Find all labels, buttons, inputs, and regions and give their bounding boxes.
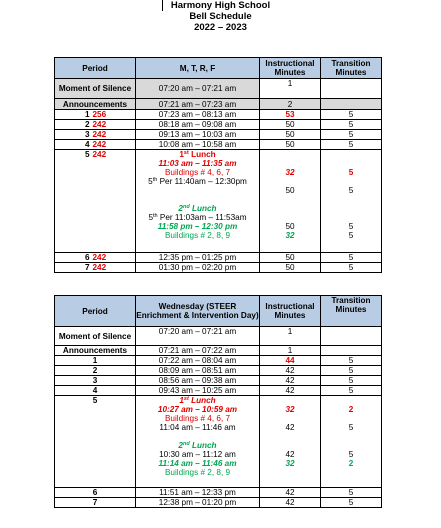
header-instructional: Instructional Minutes <box>260 58 321 79</box>
table-row: 1 07:22 am – 08:04 am 44 5 <box>55 356 382 366</box>
table-row: 1 256 07:23 am – 08:13 am 53 5 <box>55 110 382 120</box>
room-number: 242 <box>92 263 107 272</box>
table-row <box>55 346 382 356</box>
table-row <box>55 99 382 110</box>
schedule-title: Bell Schedule <box>189 11 252 22</box>
announcements-instr: 2 <box>260 99 321 110</box>
announcements-instr: 1 <box>260 346 321 356</box>
room-number: 242 <box>92 253 107 262</box>
table-row <box>55 327 382 346</box>
table-row: 6 242 12:35 pm – 01:25 pm 50 5 <box>55 253 382 263</box>
school-year: 2022 – 2023 <box>194 22 247 33</box>
announcements-label: Announcements <box>55 346 136 356</box>
moment-time: 07:20 am – 07:21 am <box>136 327 260 346</box>
room-number: 242 <box>92 140 107 149</box>
header-days: M, T, R, F <box>136 58 260 79</box>
lunch1-buildings: Buildings # 4, 6, 7 <box>164 168 231 177</box>
room-number: 242 <box>92 120 107 129</box>
table-row: 6 11:51 am – 12:33 pm 42 5 <box>55 488 382 498</box>
moment-label: Moment of Silence <box>55 79 136 99</box>
moment-time: 07:20 am – 07:21 am <box>136 79 260 99</box>
table-row: 2 242 08:18 am – 09:08 am 50 5 <box>55 120 382 130</box>
table-row <box>55 79 382 99</box>
table-row: 4 242 10:08 am – 10:58 am 50 5 <box>55 140 382 150</box>
lunch2-time: 11:58 pm – 12:30 pm <box>157 222 238 231</box>
school-name: Harmony High School <box>170 0 271 11</box>
header-period: Period <box>55 58 136 79</box>
room-number: 256 <box>92 110 107 119</box>
lunch1-time: 11:03 am – 11:35 am <box>158 159 237 168</box>
lunch2-time: 11:14 am – 11:46 am <box>158 459 237 468</box>
table-row: 2 08:09 am – 08:51 am 42 5 <box>55 366 382 376</box>
schedule-table-mtrf <box>54 57 382 273</box>
lunch1-buildings: Buildings # 4, 6, 7 <box>164 414 231 423</box>
header-period: Period <box>55 296 136 327</box>
moment-instr: 1 <box>260 79 321 99</box>
lunch2-buildings: Buildings # 2, 8, 9 <box>164 231 231 240</box>
period-5-lunch-row: 5 242 1st Lunch 11:03 am – 11:35 am Buildings # 4, 6, 7 5th Per 11:40am – 12:30pm 2nd Lunch 5th Per 11:03am – 11:53am 11:58 pm – 12:30 pm Buildings # 2, 8, 9 32 50 50 32 5 5 5 5 <box>55 150 382 253</box>
header-instructional: Instructional Minutes <box>260 296 321 327</box>
table-row: 7 12:38 pm – 01:20 pm 42 5 <box>55 498 382 508</box>
header-transition: Transition Minutes <box>321 296 382 327</box>
schedule-table-wednesday <box>54 295 382 508</box>
table-row: 7 242 01:30 pm – 02:20 pm 50 5 <box>55 263 382 273</box>
table-row: 4 09:43 am – 10:25 am 42 5 <box>55 386 382 396</box>
header-day: Wednesday (STEER Enrichment & Intervention Day) <box>136 296 260 327</box>
announcements-time: 07:21 am – 07:23 am <box>136 99 260 110</box>
header-transition: Transition Minutes <box>321 58 382 79</box>
moment-label: Moment of Silence <box>55 327 136 346</box>
room-number: 242 <box>92 130 107 139</box>
announcements-time: 07:21 am – 07:22 am <box>136 346 260 356</box>
moment-instr: 1 <box>260 327 321 346</box>
period-5-lunch-row: 5 1st Lunch 10:27 am – 10:59 am Buildings # 4, 6, 7 11:04 am – 11:46 am 2nd Lunch 10:30 am – 11:12 am 11:14 am – 11:46 am Buildings # 2, 8, 9 32 42 42 32 2 5 5 2 <box>55 396 382 488</box>
room-number: 242 <box>92 150 107 159</box>
table-row: 3 08:56 am – 09:38 am 42 5 <box>55 376 382 386</box>
lunch1-time: 10:27 am – 10:59 am <box>157 405 238 414</box>
table-row: 3 242 09:13 am – 10:03 am 50 5 <box>55 130 382 140</box>
text-cursor <box>162 0 163 11</box>
announcements-label: Announcements <box>55 99 136 110</box>
lunch2-buildings: Buildings # 2, 8, 9 <box>164 468 231 477</box>
document-header <box>0 0 441 33</box>
